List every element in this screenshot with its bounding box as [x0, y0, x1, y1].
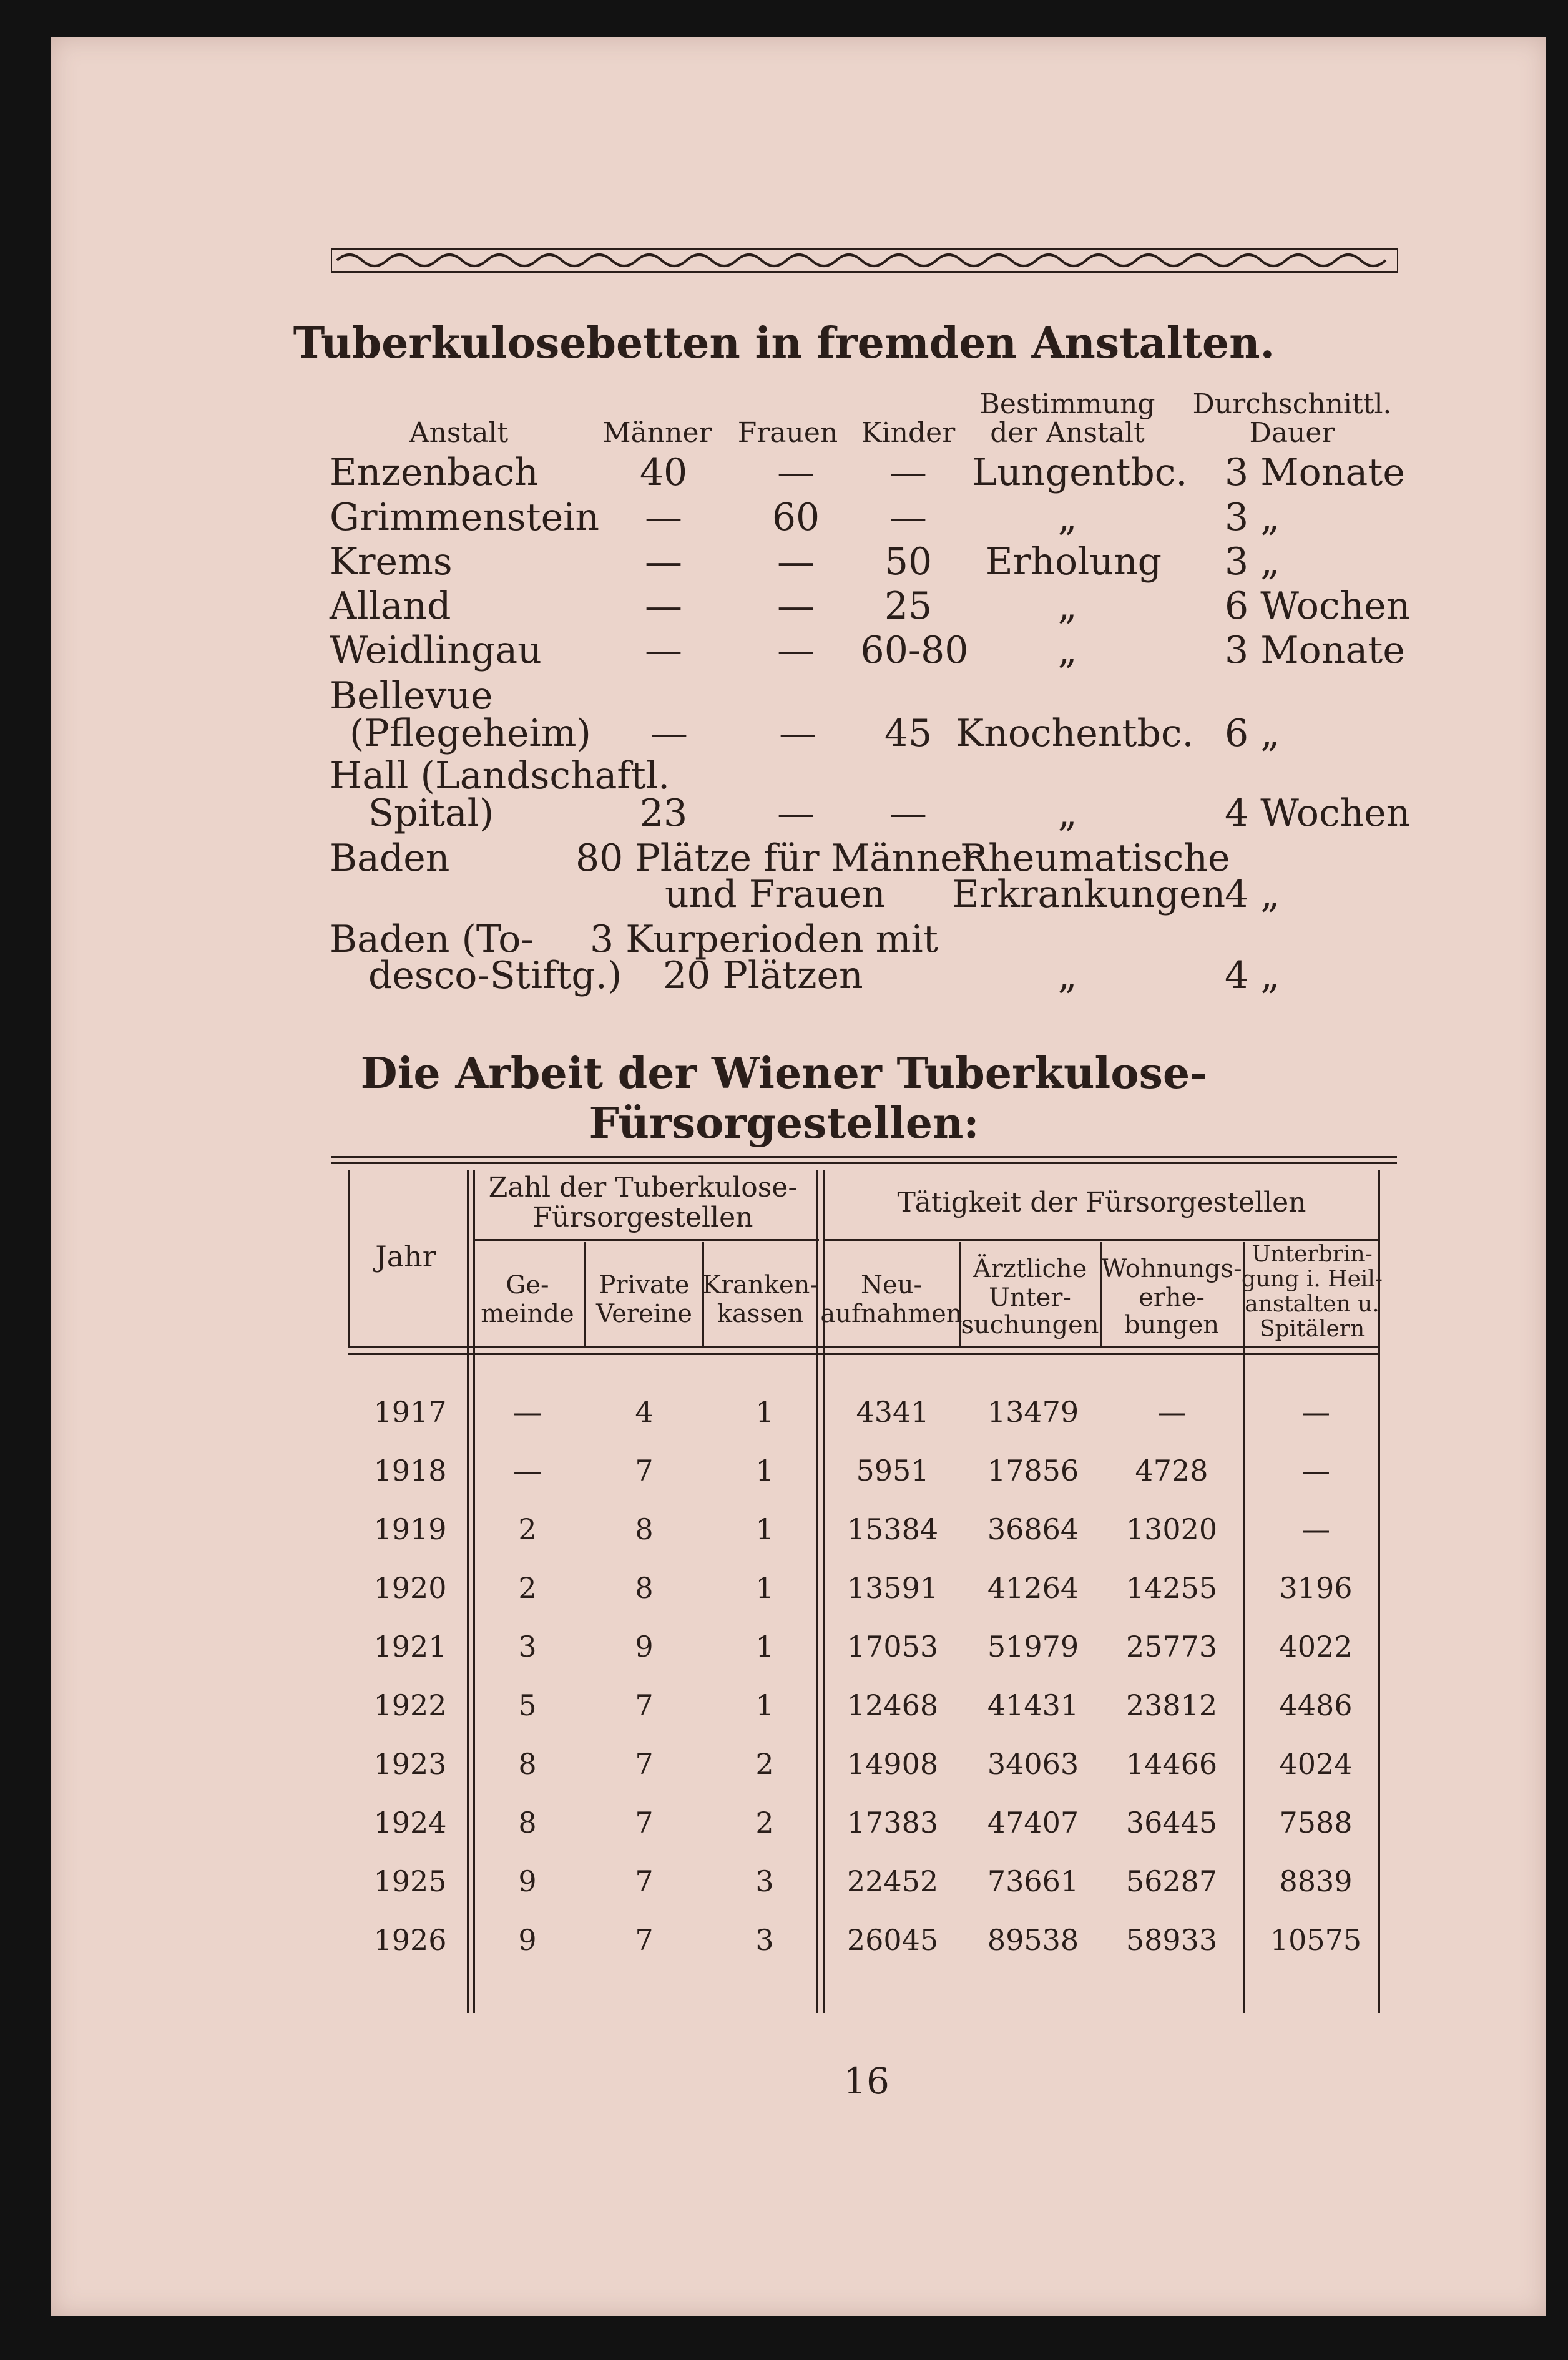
kinder-value: — — [889, 791, 927, 835]
cell-jahr: 1922 — [373, 1688, 447, 1722]
cell-jahr: 1923 — [373, 1747, 447, 1781]
cell-gemeinde: 5 — [518, 1688, 537, 1722]
frauen-value: — — [777, 451, 815, 494]
cell-private: 8 — [635, 1571, 654, 1605]
cell-aerztliche: 47407 — [987, 1806, 1079, 1839]
header-kinder: Kinder — [861, 417, 956, 449]
anstalt-name: Weidlingau — [330, 629, 542, 672]
maenner-value: 23 — [639, 791, 688, 835]
cell-gemeinde: — — [513, 1395, 542, 1429]
cell-jahr: 1921 — [373, 1630, 447, 1663]
cell-unterbringung: 4022 — [1279, 1630, 1353, 1663]
header-wohn-3: bungen — [1124, 1311, 1220, 1339]
maenner-value: — — [650, 712, 688, 755]
maenner-value: — — [645, 540, 682, 584]
cell-wohnungserhebungen: 14255 — [1125, 1571, 1218, 1605]
header-dauer-2: Dauer — [1249, 417, 1335, 449]
header-neu-1: Neu- — [861, 1271, 922, 1300]
kinder-value: — — [889, 496, 927, 539]
cell-gemeinde: — — [513, 1454, 542, 1487]
cell-private: 7 — [635, 1923, 654, 1957]
header-kranken-2: kassen — [717, 1300, 804, 1328]
cell-unterbringung: 4486 — [1279, 1688, 1353, 1722]
cell-wohnungserhebungen: 25773 — [1125, 1630, 1218, 1663]
cell-kranken: 2 — [755, 1806, 774, 1839]
anstalt-name: Alland — [330, 584, 451, 628]
dauer-value: 6 „ — [1225, 712, 1280, 755]
cell-private: 7 — [635, 1747, 654, 1781]
cell-wohnungserhebungen: 4728 — [1135, 1454, 1208, 1487]
cell-jahr: 1925 — [373, 1864, 447, 1898]
places-line-1: 3 Kurperioden mit — [590, 918, 938, 961]
cell-aerztliche: 51979 — [987, 1630, 1079, 1663]
cell-private: 8 — [635, 1512, 654, 1546]
cell-wohnungserhebungen: 13020 — [1125, 1512, 1218, 1546]
header-bestimmung-1: Bestimmung — [979, 388, 1155, 420]
cell-neuaufnahmen: 14908 — [846, 1747, 939, 1781]
cell-gemeinde: 9 — [518, 1923, 537, 1957]
cell-private: 7 — [635, 1864, 654, 1898]
cell-wohnungserhebungen: 23812 — [1125, 1688, 1218, 1722]
cell-aerztliche: 73661 — [987, 1864, 1079, 1898]
cell-aerztliche: 41431 — [987, 1688, 1079, 1722]
places-line-2: 20 Plätzen — [663, 954, 863, 997]
header-frauen: Frauen — [737, 417, 838, 449]
title-arbeit-line-2: Fürsorgestellen: — [589, 1099, 979, 1148]
cell-neuaufnahmen: 5951 — [856, 1454, 929, 1487]
cell-neuaufnahmen: 26045 — [846, 1923, 939, 1957]
anstalt-name: Baden — [330, 836, 450, 880]
dauer-value: 6 Wochen — [1225, 584, 1411, 628]
cell-private: 9 — [635, 1630, 654, 1663]
bestimmung-value: Knochentbc. — [956, 712, 1194, 755]
cell-jahr: 1917 — [373, 1395, 447, 1429]
anstalt-name: Hall (Landschaftl. — [330, 754, 670, 798]
maenner-value: — — [645, 629, 682, 672]
kinder-value: 45 — [884, 712, 933, 755]
anstalt-name-cont: Spital) — [368, 791, 494, 835]
header-kranken-1: Kranken- — [702, 1271, 818, 1300]
frauen-value: — — [777, 540, 815, 584]
header-jahr: Jahr — [375, 1240, 436, 1273]
bestimmung-value: „ — [1057, 584, 1077, 628]
bestimmung-value: Lungentbc. — [972, 451, 1188, 494]
cell-gemeinde: 3 — [518, 1630, 537, 1663]
cell-gemeinde: 9 — [518, 1864, 537, 1898]
anstalt-name: Enzenbach — [330, 451, 539, 494]
anstalt-name-cont: (Pflegeheim) — [350, 712, 591, 755]
ornament-border — [331, 247, 1398, 275]
places-line-2: und Frauen — [665, 873, 886, 916]
cell-wohnungserhebungen: 36445 — [1125, 1806, 1218, 1839]
cell-neuaufnahmen: 4341 — [856, 1395, 929, 1429]
bestimmung-value: Erholung — [985, 540, 1162, 584]
cell-neuaufnahmen: 13591 — [846, 1571, 939, 1605]
header-aerzt-1: Ärztliche — [973, 1255, 1087, 1283]
frauen-value: 60 — [772, 496, 820, 539]
cell-unterbringung: — — [1301, 1454, 1330, 1487]
cell-kranken: 3 — [755, 1864, 774, 1898]
frauen-value: — — [779, 712, 816, 755]
header-unter-3: anstalten u. — [1245, 1291, 1379, 1317]
cell-kranken: 1 — [755, 1395, 774, 1429]
dauer-value: 3 „ — [1225, 540, 1280, 584]
kinder-value: 50 — [884, 540, 933, 584]
cell-wohnungserhebungen: 58933 — [1125, 1923, 1218, 1957]
header-unter-4: Spitälern — [1259, 1316, 1365, 1342]
cell-aerztliche: 13479 — [987, 1395, 1079, 1429]
cell-private: 7 — [635, 1454, 654, 1487]
places-line-1: 80 Plätze für Männer — [576, 836, 981, 880]
header-gemeinde-2: meinde — [481, 1300, 574, 1328]
cell-kranken: 1 — [755, 1630, 774, 1663]
maenner-value: — — [645, 584, 682, 628]
cell-unterbringung: 10575 — [1270, 1923, 1362, 1957]
cell-gemeinde: 2 — [518, 1571, 537, 1605]
bestimmung-line-1: Rheumatische — [960, 836, 1230, 880]
anstalt-name: Bellevue — [330, 674, 493, 718]
cell-neuaufnahmen: 22452 — [846, 1864, 939, 1898]
header-aerzt-3: suchungen — [961, 1311, 1099, 1339]
cell-unterbringung: 3196 — [1279, 1571, 1353, 1605]
frauen-value: — — [777, 791, 815, 835]
header-aerzt-2: Unter- — [989, 1283, 1071, 1312]
cell-kranken: 1 — [755, 1512, 774, 1546]
header-wohn-1: Wohnungs- — [1101, 1255, 1242, 1283]
cell-wohnungserhebungen: 14466 — [1125, 1747, 1218, 1781]
cell-wohnungserhebungen: — — [1157, 1395, 1186, 1429]
frauen-value: — — [777, 629, 815, 672]
title-arbeit-line-1: Die Arbeit der Wiener Tuberkulose- — [360, 1049, 1208, 1099]
cell-jahr: 1926 — [373, 1923, 447, 1957]
bestimmung-value: „ — [1057, 496, 1077, 539]
header-private-2: Vereine — [596, 1300, 692, 1328]
cell-kranken: 3 — [755, 1923, 774, 1957]
anstalt-name: Grimmenstein — [330, 496, 599, 539]
header-private-1: Private — [599, 1271, 690, 1300]
cell-kranken: 1 — [755, 1688, 774, 1722]
cell-jahr: 1924 — [373, 1806, 447, 1839]
cell-aerztliche: 17856 — [987, 1454, 1079, 1487]
cell-aerztliche: 34063 — [987, 1747, 1079, 1781]
maenner-value: — — [645, 496, 682, 539]
dauer-value: 3 Monate — [1225, 629, 1405, 672]
kinder-value: — — [889, 451, 927, 494]
dauer-value: 3 „ — [1225, 496, 1280, 539]
cell-jahr: 1920 — [373, 1571, 447, 1605]
cell-kranken: 1 — [755, 1571, 774, 1605]
cell-gemeinde: 8 — [518, 1747, 537, 1781]
cell-neuaufnahmen: 17053 — [846, 1630, 939, 1663]
cell-gemeinde: 2 — [518, 1512, 537, 1546]
cell-aerztliche: 41264 — [987, 1571, 1079, 1605]
header-unter-2: gung i. Heil- — [1241, 1266, 1383, 1292]
cell-jahr: 1918 — [373, 1454, 447, 1487]
header-maenner: Männer — [602, 417, 712, 449]
cell-unterbringung: — — [1301, 1395, 1330, 1429]
anstalt-name: Baden (To- — [330, 918, 534, 961]
cell-unterbringung: 8839 — [1279, 1864, 1353, 1898]
header-unter-1: Unterbrin- — [1252, 1241, 1373, 1267]
header-wohn-2: erhe- — [1139, 1283, 1205, 1312]
cell-aerztliche: 89538 — [987, 1923, 1079, 1957]
header-zahl-1: Zahl der Tuberkulose- — [488, 1172, 798, 1203]
cell-gemeinde: 8 — [518, 1806, 537, 1839]
header-taetigkeit: Tätigkeit der Fürsorgestellen — [897, 1187, 1306, 1218]
bestimmung-value: „ — [1057, 629, 1077, 672]
title-tuberkulosebetten: Tuberkulosebetten in fremden Anstalten. — [293, 318, 1275, 368]
cell-private: 7 — [635, 1806, 654, 1839]
bestimmung-value: „ — [1057, 954, 1077, 997]
dauer-value: 3 Monate — [1225, 451, 1405, 494]
cell-private: 7 — [635, 1688, 654, 1722]
page-number: 16 — [843, 2060, 889, 2102]
anstalt-name-cont: desco-Stiftg.) — [368, 954, 622, 997]
bestimmung-value: „ — [1057, 791, 1077, 835]
cell-neuaufnahmen: 15384 — [846, 1512, 939, 1546]
header-bestimmung-2: der Anstalt — [990, 417, 1145, 449]
cell-kranken: 2 — [755, 1747, 774, 1781]
bestimmung-line-2: Erkrankungen — [952, 873, 1226, 916]
header-gemeinde-1: Ge- — [506, 1271, 549, 1300]
dauer-value: 4 „ — [1225, 954, 1280, 997]
header-anstalt: Anstalt — [409, 417, 509, 449]
frauen-value: — — [777, 584, 815, 628]
dauer-value: 4 „ — [1225, 873, 1280, 916]
book-page — [51, 37, 1546, 2316]
cell-private: 4 — [635, 1395, 654, 1429]
cell-unterbringung: 7588 — [1279, 1806, 1353, 1839]
kinder-value: 60-80 — [860, 629, 969, 672]
cell-kranken: 1 — [755, 1454, 774, 1487]
cell-neuaufnahmen: 12468 — [846, 1688, 939, 1722]
cell-unterbringung: — — [1301, 1512, 1330, 1546]
cell-aerztliche: 36864 — [987, 1512, 1079, 1546]
header-neu-2: aufnahmen — [820, 1300, 963, 1328]
header-dauer-1: Durchschnittl. — [1192, 388, 1392, 420]
cell-neuaufnahmen: 17383 — [846, 1806, 939, 1839]
maenner-value: 40 — [639, 451, 688, 494]
cell-jahr: 1919 — [373, 1512, 447, 1546]
dauer-value: 4 Wochen — [1225, 791, 1411, 835]
header-zahl-2: Fürsorgestellen — [532, 1202, 753, 1233]
anstalt-name: Krems — [330, 540, 453, 584]
kinder-value: 25 — [884, 584, 933, 628]
cell-wohnungserhebungen: 56287 — [1125, 1864, 1218, 1898]
cell-unterbringung: 4024 — [1279, 1747, 1353, 1781]
